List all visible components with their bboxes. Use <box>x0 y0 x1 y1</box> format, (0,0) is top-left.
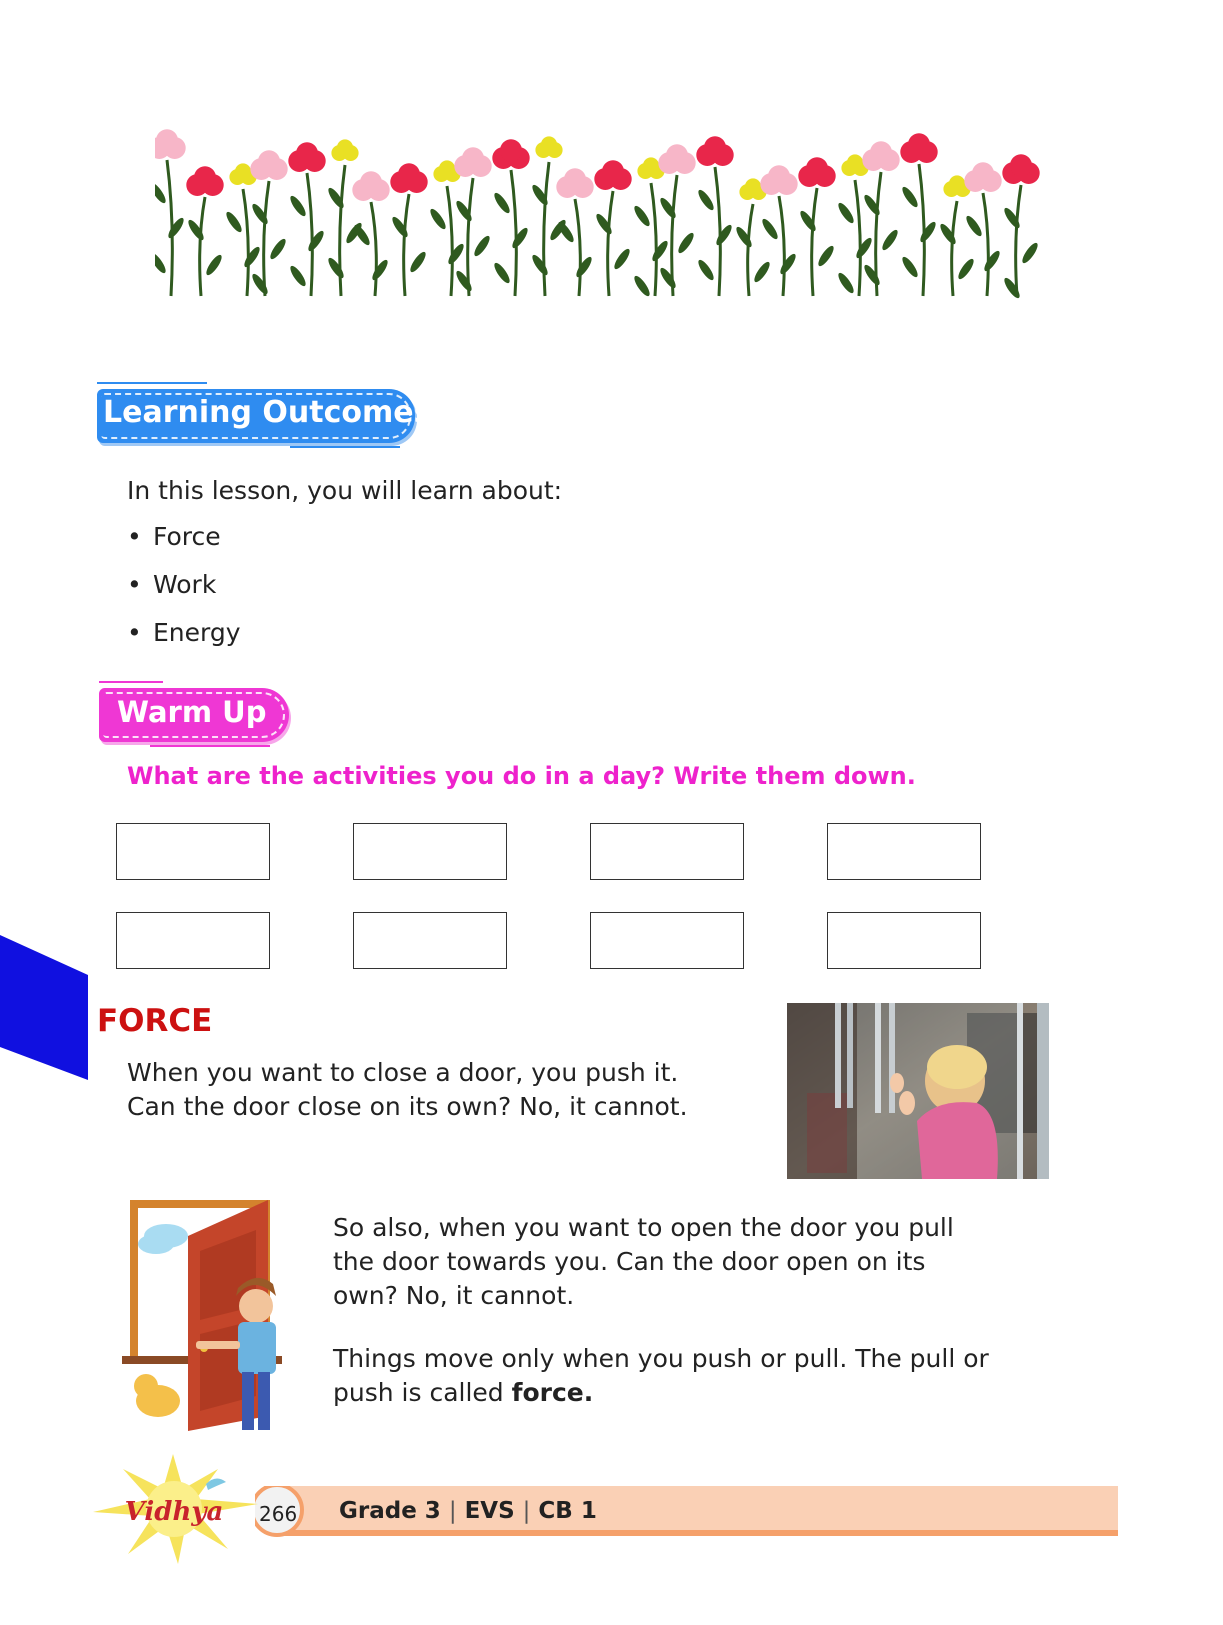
footer-grade: Grade 3 <box>339 1498 441 1524</box>
flower <box>734 178 772 296</box>
flower <box>492 139 530 296</box>
answer-box[interactable] <box>590 823 744 880</box>
flower <box>390 163 428 296</box>
flower <box>696 136 734 296</box>
flower <box>594 160 632 296</box>
flower <box>862 141 900 296</box>
text-line: Things move only when you push or pull. The pull or <box>333 1344 989 1373</box>
list-item-label: Energy <box>153 618 241 647</box>
learning-outcomes-heading: Learning Outcomes <box>103 395 432 430</box>
learning-outcomes-tag <box>97 389 432 443</box>
learning-outcomes-intro: In this lesson, you will learn about: <box>127 476 563 505</box>
footer-book-info <box>339 1498 597 1524</box>
list-item: • Energy <box>127 618 241 647</box>
force-paragraph-1 <box>127 1056 767 1124</box>
answer-box[interactable] <box>116 912 270 969</box>
flower <box>938 175 976 296</box>
flower <box>760 165 798 296</box>
answer-box[interactable] <box>353 912 507 969</box>
text-line: own? No, it cannot. <box>333 1281 575 1310</box>
flower <box>1002 154 1040 300</box>
warm-up-question: What are the activities you do in a day? Write them down. <box>127 762 916 790</box>
flower <box>155 129 186 296</box>
footer-separator: | <box>448 1498 457 1524</box>
list-item: • Force <box>127 522 221 551</box>
force-definition-term: force. <box>511 1378 594 1407</box>
answer-box[interactable] <box>827 823 981 880</box>
flower <box>454 147 492 296</box>
warm-up-heading: Warm Up <box>117 695 267 729</box>
flower <box>658 144 696 296</box>
flower <box>250 150 288 296</box>
footer-book: CB 1 <box>538 1498 597 1524</box>
list-item-label: Work <box>153 570 217 599</box>
door-illustration <box>108 1196 308 1441</box>
flower <box>186 166 224 296</box>
door-photo <box>787 1003 1049 1179</box>
decor-line <box>97 382 207 384</box>
force-paragraph-3 <box>333 1342 1053 1410</box>
text-line: Can the door close on its own? No, it cannot. <box>127 1092 688 1121</box>
answer-box[interactable] <box>827 912 981 969</box>
text-line <box>333 1376 1053 1410</box>
decor-line <box>99 681 163 683</box>
force-title: FORCE <box>97 1003 213 1039</box>
flower <box>288 142 326 296</box>
flower <box>352 171 390 296</box>
answer-box[interactable] <box>590 912 744 969</box>
footer-subject: EVS <box>464 1498 515 1524</box>
answer-box[interactable] <box>353 823 507 880</box>
list-item-label: Force <box>153 522 221 551</box>
learning-outcomes-list <box>127 520 241 664</box>
flower <box>326 139 364 296</box>
text-line: the door towards you. Can the door open on its <box>333 1247 926 1276</box>
side-tab-decoration <box>0 935 90 1085</box>
flower-border-decoration <box>155 128 1055 308</box>
flower <box>530 136 568 296</box>
flower <box>556 168 594 296</box>
text-line: When you want to close a door, you push it. <box>127 1058 679 1087</box>
decor-line <box>290 446 400 448</box>
warm-up-tag <box>99 688 289 742</box>
footer-separator: | <box>522 1498 531 1524</box>
force-paragraph-2 <box>333 1211 1053 1313</box>
decor-line <box>150 745 270 747</box>
list-item: • Work <box>127 570 217 599</box>
text-line-prefix: push is called <box>333 1378 512 1407</box>
answer-box[interactable] <box>116 823 270 880</box>
flower <box>798 157 836 296</box>
page-number: 266 <box>259 1502 298 1526</box>
vidhya-logo <box>88 1454 263 1564</box>
flower <box>900 133 938 296</box>
text-line: So also, when you want to open the door you pull <box>333 1213 954 1242</box>
flower <box>964 162 1002 296</box>
logo-text: Vidhya <box>124 1497 224 1527</box>
